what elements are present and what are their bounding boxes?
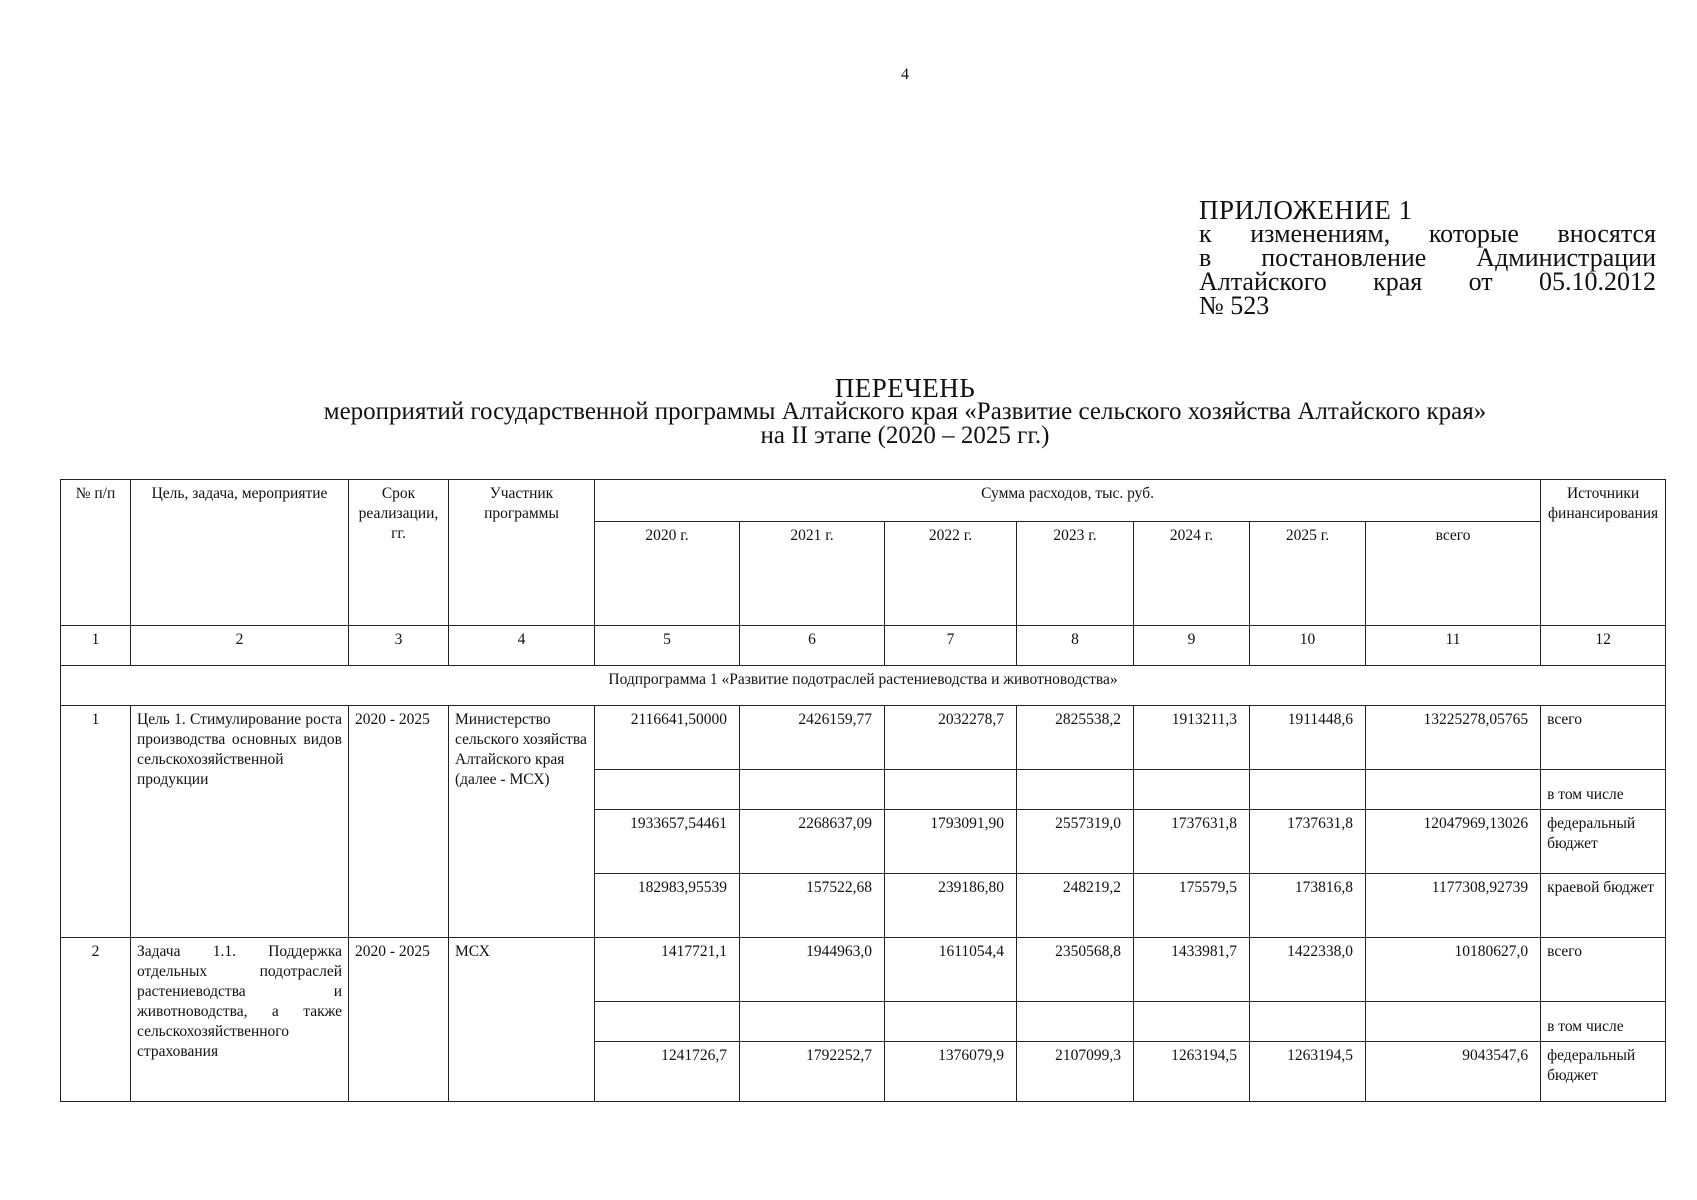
value-cell: 1737631,8 (1134, 810, 1250, 874)
value-cell: 10180627,0 (1366, 938, 1541, 1002)
source-cell: федеральный бюджет (1541, 810, 1666, 874)
header-2025: 2025 г. (1250, 522, 1366, 626)
value-cell: 1737631,8 (1250, 810, 1366, 874)
value-cell: 9043547,6 (1366, 1042, 1541, 1102)
value-cell (595, 770, 740, 810)
value-cell (740, 1002, 885, 1042)
value-cell: 239186,80 (885, 874, 1017, 938)
measures-table (60, 479, 1666, 1102)
item-goal: Цель 1. Стимулирование роста производства основных видов сельскохозяйственной продукции (131, 706, 349, 938)
value-cell: 1177308,92739 (1366, 874, 1541, 938)
value-cell: 1422338,0 (1250, 938, 1366, 1002)
source-cell: краевой бюджет (1541, 874, 1666, 938)
header-term: Срок реализации, гг. (349, 480, 449, 626)
value-cell (1134, 1002, 1250, 1042)
header-total: всего (1366, 522, 1541, 626)
value-cell: 1913211,3 (1134, 706, 1250, 770)
subprogram-title: Подпрограмма 1 «Развитие подотраслей растениеводства и животноводства» (61, 666, 1666, 706)
value-cell: 1263194,5 (1250, 1042, 1366, 1102)
header-sources: Источники финансирования (1541, 480, 1666, 626)
header-row-1 (61, 480, 1666, 522)
heading-line-1: мероприятий государственной программы Алтайского края «Развитие сельского хозяйства Алтайского края» (323, 398, 1487, 425)
value-cell: 182983,95539 (595, 874, 740, 938)
value-cell: 248219,2 (1017, 874, 1134, 938)
col-number: 7 (885, 626, 1017, 666)
header-participant: Участник программы (449, 480, 595, 626)
header-sum: Сумма расходов, тыс. руб. (595, 480, 1541, 522)
col-number: 5 (595, 626, 740, 666)
appendix-line-3: Алтайского края от 05.10.2012 (1199, 267, 1656, 296)
appendix-title: ПРИЛОЖЕНИЕ 1 (1199, 195, 1413, 225)
subprogram-row (61, 666, 1666, 706)
value-cell (595, 1002, 740, 1042)
appendix-line-2: в постановление Администрации (1199, 243, 1656, 272)
document-heading (200, 373, 1610, 449)
item-term: 2020 - 2025 (349, 938, 449, 1102)
value-cell: 1433981,7 (1134, 938, 1250, 1002)
source-cell: всего (1541, 706, 1666, 770)
value-cell: 1417721,1 (595, 938, 740, 1002)
value-cell (1366, 770, 1541, 810)
value-cell (1134, 770, 1250, 810)
value-cell: 1376079,9 (885, 1042, 1017, 1102)
value-cell: 2268637,09 (740, 810, 885, 874)
value-cell: 173816,8 (1250, 874, 1366, 938)
value-cell (885, 770, 1017, 810)
page-number: 4 (901, 66, 909, 83)
col-number: 4 (449, 626, 595, 666)
header-2021: 2021 г. (740, 522, 885, 626)
value-cell (1250, 1002, 1366, 1042)
value-cell: 2116641,50000 (595, 706, 740, 770)
item-goal: Задача 1.1. Поддержка отдельных подотраслей растениеводства и животноводства, а также сельскохозяйственного страхования (131, 938, 349, 1102)
value-cell: 1241726,7 (595, 1042, 740, 1102)
source-cell: в том числе (1541, 770, 1666, 810)
item-participant: Министерство сельского хозяйства Алтайского края (далее - МСХ) (449, 706, 595, 938)
header-num: № п/п (61, 480, 131, 626)
table-row (61, 706, 1666, 770)
value-cell (1017, 770, 1134, 810)
value-cell: 1933657,54461 (595, 810, 740, 874)
value-cell (1017, 1002, 1134, 1042)
value-cell: 12047969,13026 (1366, 810, 1541, 874)
value-cell: 175579,5 (1134, 874, 1250, 938)
item-term: 2020 - 2025 (349, 706, 449, 938)
column-number-row (61, 626, 1666, 666)
header-goal: Цель, задача, мероприятие (131, 480, 349, 626)
header-2024: 2024 г. (1134, 522, 1250, 626)
col-number: 8 (1017, 626, 1134, 666)
heading-title: ПЕРЕЧЕНЬ (834, 373, 976, 403)
item-participant: МСХ (449, 938, 595, 1102)
col-number: 11 (1366, 626, 1541, 666)
item-number: 2 (61, 938, 131, 1102)
header-2023: 2023 г. (1017, 522, 1134, 626)
col-number: 10 (1250, 626, 1366, 666)
value-cell: 1911448,6 (1250, 706, 1366, 770)
value-cell: 1792252,7 (740, 1042, 885, 1102)
value-cell (1250, 770, 1366, 810)
heading-line-2: на II этапе (2020 – 2025 гг.) (760, 422, 1050, 449)
value-cell: 2350568,8 (1017, 938, 1134, 1002)
source-cell: в том числе (1541, 1002, 1666, 1042)
header-2020: 2020 г. (595, 522, 740, 626)
value-cell: 1944963,0 (740, 938, 885, 1002)
value-cell: 1793091,90 (885, 810, 1017, 874)
value-cell: 2426159,77 (740, 706, 885, 770)
col-number: 9 (1134, 626, 1250, 666)
table-row (61, 938, 1666, 1002)
value-cell: 2032278,7 (885, 706, 1017, 770)
value-cell (885, 1002, 1017, 1042)
appendix-block (1199, 195, 1656, 320)
value-cell: 13225278,05765 (1366, 706, 1541, 770)
value-cell: 157522,68 (740, 874, 885, 938)
value-cell: 2825538,2 (1017, 706, 1134, 770)
value-cell (1366, 1002, 1541, 1042)
col-number: 2 (131, 626, 349, 666)
appendix-line-4: № 523 (1199, 291, 1270, 320)
col-number: 12 (1541, 626, 1666, 666)
header-2022: 2022 г. (885, 522, 1017, 626)
item-number: 1 (61, 706, 131, 938)
source-cell: федеральный бюджет (1541, 1042, 1666, 1102)
appendix-line-1: к изменениям, которые вносятся (1199, 219, 1656, 248)
value-cell: 2557319,0 (1017, 810, 1134, 874)
col-number: 6 (740, 626, 885, 666)
col-number: 1 (61, 626, 131, 666)
value-cell: 1263194,5 (1134, 1042, 1250, 1102)
value-cell (740, 770, 885, 810)
value-cell: 2107099,3 (1017, 1042, 1134, 1102)
source-cell: всего (1541, 938, 1666, 1002)
col-number: 3 (349, 626, 449, 666)
value-cell: 1611054,4 (885, 938, 1017, 1002)
